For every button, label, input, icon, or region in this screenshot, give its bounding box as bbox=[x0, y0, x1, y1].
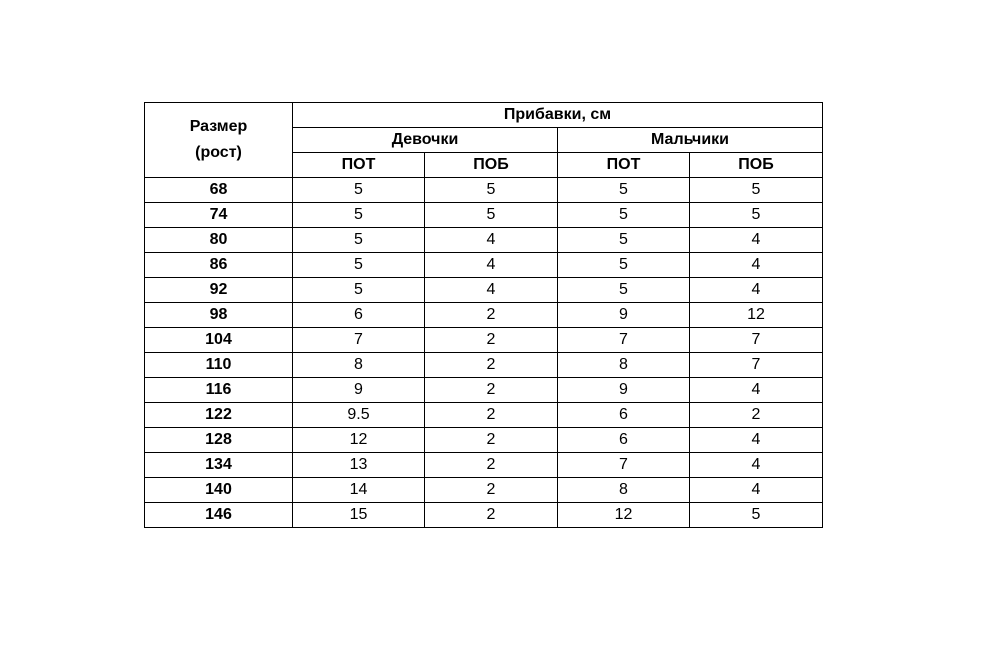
girls-pot-cell: 15 bbox=[293, 503, 425, 528]
size-column-header bbox=[145, 103, 293, 178]
boys-pot-cell: 8 bbox=[558, 353, 690, 378]
boys-pob-header: ПОБ bbox=[690, 153, 823, 178]
boys-pob-cell: 4 bbox=[690, 453, 823, 478]
boys-pot-cell: 6 bbox=[558, 403, 690, 428]
girls-pob-cell: 2 bbox=[425, 428, 558, 453]
boys-pob-cell: 7 bbox=[690, 353, 823, 378]
boys-pob-cell: 4 bbox=[690, 278, 823, 303]
size-cell: 68 bbox=[145, 178, 293, 203]
table-row bbox=[145, 378, 823, 403]
size-cell: 128 bbox=[145, 428, 293, 453]
girls-pot-cell: 6 bbox=[293, 303, 425, 328]
size-cell: 116 bbox=[145, 378, 293, 403]
girls-pob-cell: 2 bbox=[425, 328, 558, 353]
size-cell: 86 bbox=[145, 253, 293, 278]
boys-pob-cell: 4 bbox=[690, 253, 823, 278]
girls-pob-header: ПОБ bbox=[425, 153, 558, 178]
boys-pob-cell: 5 bbox=[690, 503, 823, 528]
boys-pot-cell: 7 bbox=[558, 453, 690, 478]
additions-header: Прибавки, см bbox=[293, 103, 823, 128]
boys-pob-cell: 4 bbox=[690, 228, 823, 253]
girls-pot-cell: 14 bbox=[293, 478, 425, 503]
boys-pot-cell: 8 bbox=[558, 478, 690, 503]
boys-pot-cell: 5 bbox=[558, 253, 690, 278]
boys-pob-cell: 2 bbox=[690, 403, 823, 428]
girls-pob-cell: 2 bbox=[425, 378, 558, 403]
table-row bbox=[145, 253, 823, 278]
boys-pot-cell: 9 bbox=[558, 303, 690, 328]
girls-pob-cell: 2 bbox=[425, 503, 558, 528]
table-row bbox=[145, 453, 823, 478]
girls-pob-cell: 4 bbox=[425, 278, 558, 303]
boys-pob-cell: 4 bbox=[690, 378, 823, 403]
girls-pot-cell: 5 bbox=[293, 203, 425, 228]
size-cell: 146 bbox=[145, 503, 293, 528]
boys-pot-cell: 5 bbox=[558, 278, 690, 303]
table-row bbox=[145, 428, 823, 453]
size-additions-table bbox=[144, 102, 823, 528]
size-cell: 98 bbox=[145, 303, 293, 328]
size-header-line1: Размер bbox=[189, 118, 248, 135]
girls-pot-header: ПОТ bbox=[293, 153, 425, 178]
boys-pob-cell: 4 bbox=[690, 478, 823, 503]
size-cell: 110 bbox=[145, 353, 293, 378]
girls-pot-cell: 5 bbox=[293, 228, 425, 253]
girls-pot-cell: 13 bbox=[293, 453, 425, 478]
size-cell: 80 bbox=[145, 228, 293, 253]
girls-pot-cell: 5 bbox=[293, 178, 425, 203]
table-row bbox=[145, 328, 823, 353]
girls-pot-cell: 12 bbox=[293, 428, 425, 453]
table-header bbox=[145, 103, 823, 178]
size-cell: 74 bbox=[145, 203, 293, 228]
boys-pob-cell: 5 bbox=[690, 203, 823, 228]
girls-pot-cell: 7 bbox=[293, 328, 425, 353]
girls-pob-cell: 2 bbox=[425, 353, 558, 378]
size-header-line2: (рост) bbox=[195, 144, 242, 161]
girls-pob-cell: 2 bbox=[425, 478, 558, 503]
table-row bbox=[145, 353, 823, 378]
boys-pot-cell: 5 bbox=[558, 178, 690, 203]
boys-pob-cell: 12 bbox=[690, 303, 823, 328]
table-row bbox=[145, 203, 823, 228]
girls-pob-cell: 5 bbox=[425, 203, 558, 228]
table-row bbox=[145, 503, 823, 528]
girls-pot-cell: 9 bbox=[293, 378, 425, 403]
boys-pot-cell: 6 bbox=[558, 428, 690, 453]
table-row bbox=[145, 303, 823, 328]
header-row-1 bbox=[145, 103, 823, 128]
table-row bbox=[145, 478, 823, 503]
size-cell: 140 bbox=[145, 478, 293, 503]
boys-pot-cell: 5 bbox=[558, 203, 690, 228]
table-row bbox=[145, 178, 823, 203]
boys-header: Мальчики bbox=[558, 128, 823, 153]
size-cell: 104 bbox=[145, 328, 293, 353]
girls-pob-cell: 4 bbox=[425, 253, 558, 278]
boys-pot-header: ПОТ bbox=[558, 153, 690, 178]
boys-pob-cell: 5 bbox=[690, 178, 823, 203]
girls-pob-cell: 5 bbox=[425, 178, 558, 203]
table-row bbox=[145, 278, 823, 303]
girls-pob-cell: 2 bbox=[425, 303, 558, 328]
girls-pob-cell: 4 bbox=[425, 228, 558, 253]
girls-pot-cell: 5 bbox=[293, 278, 425, 303]
table-body bbox=[145, 178, 823, 528]
girls-header: Девочки bbox=[293, 128, 558, 153]
size-cell: 122 bbox=[145, 403, 293, 428]
boys-pot-cell: 9 bbox=[558, 378, 690, 403]
boys-pot-cell: 12 bbox=[558, 503, 690, 528]
boys-pot-cell: 5 bbox=[558, 228, 690, 253]
table-row bbox=[145, 403, 823, 428]
boys-pob-cell: 4 bbox=[690, 428, 823, 453]
size-cell: 134 bbox=[145, 453, 293, 478]
girls-pot-cell: 8 bbox=[293, 353, 425, 378]
boys-pot-cell: 7 bbox=[558, 328, 690, 353]
girls-pot-cell: 5 bbox=[293, 253, 425, 278]
table-row bbox=[145, 228, 823, 253]
boys-pob-cell: 7 bbox=[690, 328, 823, 353]
girls-pot-cell: 9.5 bbox=[293, 403, 425, 428]
girls-pob-cell: 2 bbox=[425, 403, 558, 428]
size-cell: 92 bbox=[145, 278, 293, 303]
girls-pob-cell: 2 bbox=[425, 453, 558, 478]
